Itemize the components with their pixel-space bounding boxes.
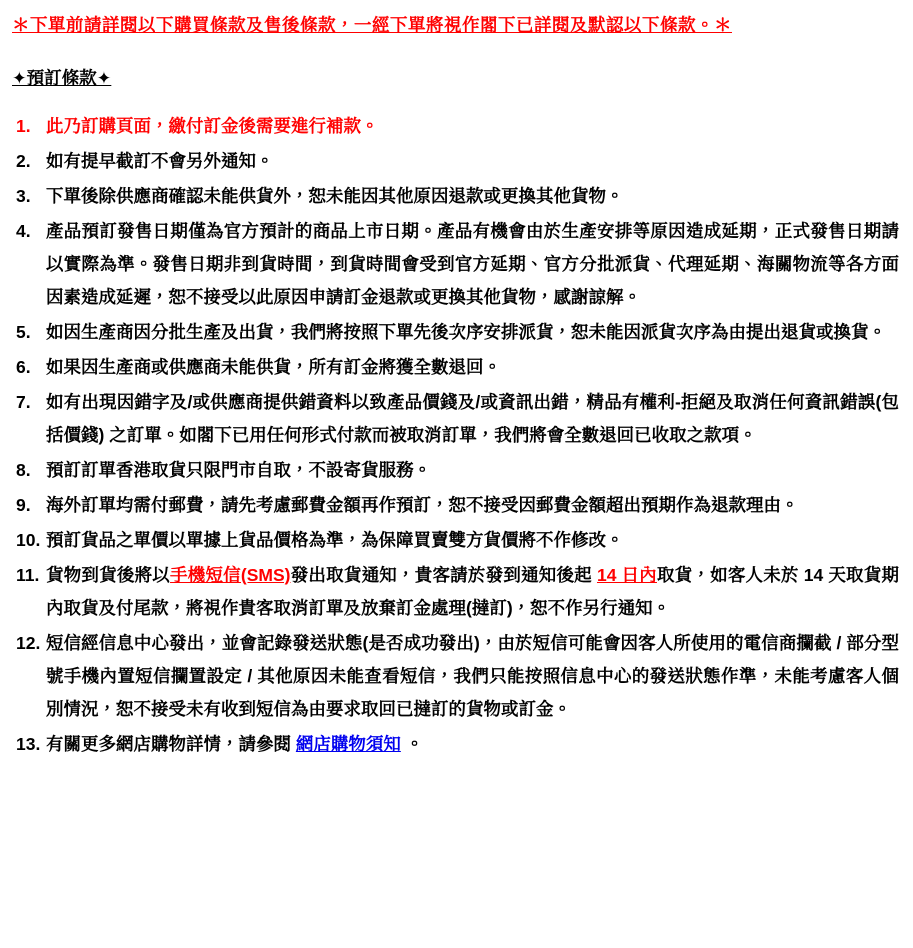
term-item [12,145,899,178]
term-text [46,524,899,557]
term-number: 1. [16,116,31,136]
term-text-segment: 如有出現因錯字及/或供應商提供錯資料以致產品價錢及/或資訊出錯，精品有權利-拒絕及取消任何資訊錯誤(包括價錢) 之訂單。如閣下已用任何形式付款而被取消訂單，我們將會全數退回已收取之款項。 [46,392,899,445]
term-text-segment: 產品預訂發售日期僅為官方預計的商品上市日期。產品有機會由於生產安排等原因造成延期，正式發售日期請以實際為準。發售日期非到貨時間，到貨時間會受到官方延期、官方分批派貨、代理延期、海關物流等各方面因素造成延遲，恕不接受以此原因申請訂金退款或更換其他貨物，感謝諒解。 [46,221,899,307]
store-shopping-notice-link[interactable]: 網店購物須知 [295,734,401,754]
term-text-segment: 預訂貨品之單價以單據上貨品價格為準，為保障買賣雙方貨價將不作修改。 [46,530,624,550]
term-text-segment: 下單後除供應商確認未能供貨外，恕未能因其他原因退款或更換其他貨物。 [46,186,624,206]
term-number: 10. [16,530,41,550]
term-text-segment: 如有提早截訂不會另外通知。 [46,151,274,171]
term-text [46,215,899,314]
section-title: ✦預訂條款✦ [12,68,112,88]
term-text [46,180,899,213]
term-text-segment: 預訂訂單香港取貨只限門市自取，不設寄貨服務。 [46,460,431,480]
term-text [46,110,899,143]
term-text [46,627,899,726]
term-text [46,728,899,761]
term-text-segment: 短信經信息中心發出，並會記錄發送狀態(是否成功發出)，由於短信可能會因客人所使用的電信商攔截 / 部分型號手機內置短信攔置設定 / 其他原因未能查看短信，我們只能按照信息中心的發送狀態作準，未能考慮客人個別情況，恕不接受未有收到短信為由要求取回已撻訂的貨物或訂金。 [46,633,899,719]
term-item [12,454,899,487]
term-item [12,215,899,314]
term-number: 8. [16,460,31,480]
term-text-segment: 有關更多網店購物詳情，請參閱 [46,734,296,754]
term-text [46,351,899,384]
term-item [12,559,899,625]
term-item [12,627,899,726]
term-number: 5. [16,322,31,342]
term-text-segment: 此乃訂購頁面，繳付訂金後需要進行補款。 [46,116,379,136]
term-number: 11. [16,565,40,585]
term-item [12,110,899,143]
term-item [12,489,899,522]
header-notice: ＊下單前請詳閱以下購買條款及售後條款，一經下單將視作閣下已詳閱及默認以下條款。＊ [12,15,732,35]
term-text-segment: 如因生產商因分批生產及出貨，我們將按照下單先後次序安排派貨，恕未能因派貨次序為由提出退貨或換貨。 [46,322,886,342]
term-number: 6. [16,357,31,377]
term-text-segment: 如果因生產商或供應商未能供貨，所有訂金將獲全數退回。 [46,357,501,377]
term-text-segment: 海外訂單均需付郵費，請先考慮郵費金額再作預訂，恕不接受因郵費金額超出預期作為退款理由。 [46,495,799,515]
term-item [12,351,899,384]
term-number: 12. [16,633,41,653]
term-item [12,180,899,213]
term-number: 9. [16,495,31,515]
term-item [12,316,899,349]
term-text [46,559,899,625]
term-number: 2. [16,151,31,171]
term-text [46,454,899,487]
term-text-segment: 發出取貨通知，貴客請於發到通知後起 [290,565,597,585]
term-text-segment: 貨物到貨後將以 [46,565,171,585]
term-text [46,386,899,452]
highlighted-term-text: 手機短信(SMS) [170,565,291,585]
term-number: 7. [16,392,31,412]
terms-list [12,110,899,761]
term-number: 4. [16,221,31,241]
term-text-segment: 取貨，如客人未於 14 天取貨期內取貨及付尾款，將視作貴客取消訂單及放棄訂金處理(撻訂)，恕不作另行通知。 [46,565,899,618]
term-item [12,386,899,452]
term-number: 13. [16,734,41,754]
term-text [46,145,899,178]
term-number: 3. [16,186,31,206]
term-text [46,316,899,349]
term-item [12,728,899,761]
term-text-segment: 。 [400,734,424,754]
term-text [46,489,899,522]
term-item [12,524,899,557]
highlighted-term-text: 14 日內 [596,565,657,585]
